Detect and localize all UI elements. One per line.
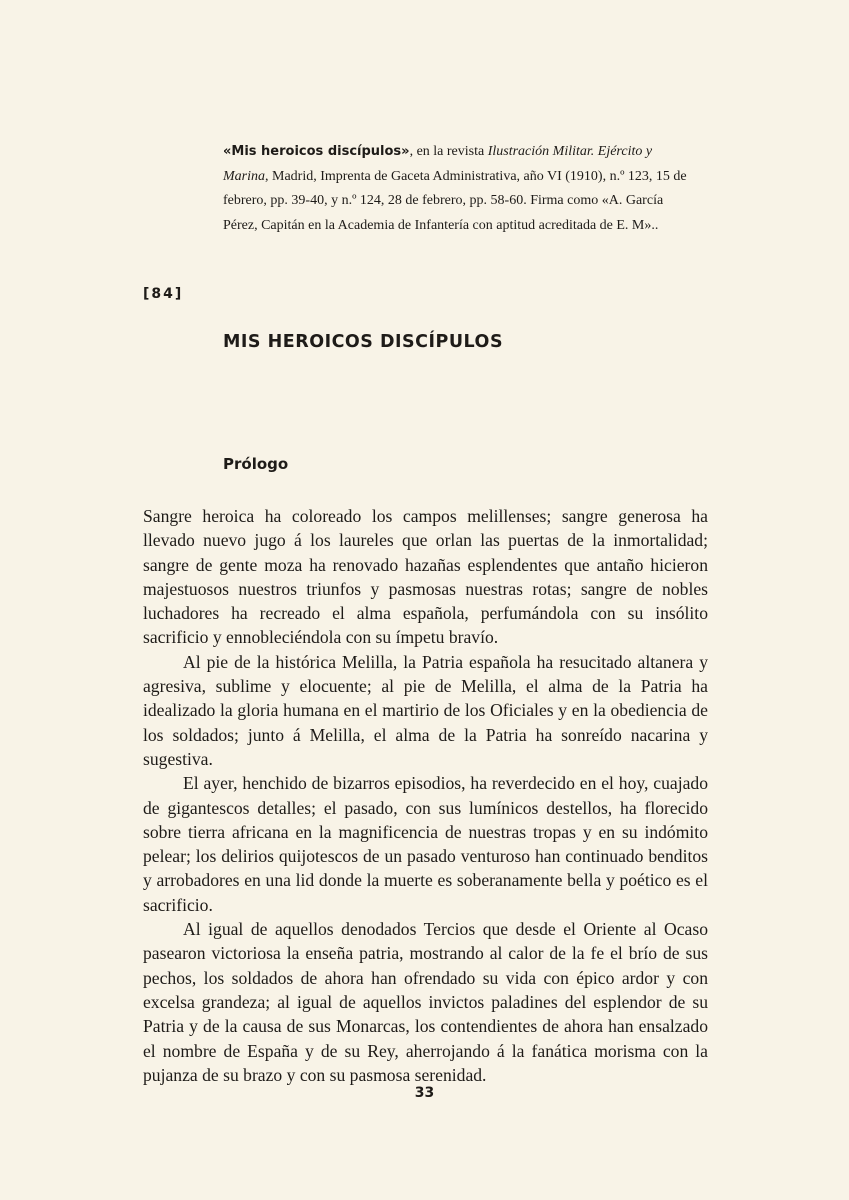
source-note-journal: Ilustración Militar. Ejército y Marina (223, 144, 653, 184)
paragraph: Al igual de aquellos denodados Tercios que desde el Oriente al Ocaso pasearon victoriosa la enseña patria, mostrando al calor de la fe el brío de sus pechos, los soldados de ahora han ofrendado su vida con épico ardor y con excelsa grandeza; al igual de aquellos invictos paladines del esplendor de su Patria y de la causa de sus Monarcas, los contendientes de ahora han ensalzado el nombre de España y de su Rey, aherrojando á la fanática morisma con la pujanza de su brazo y con su pasmosa serenidad. (143, 919, 708, 1085)
source-note-text-2: , Madrid, Imprenta de Gaceta Administrativa, año VI (1910), n.º 123, 15 de febrero, pp. 39-40, y n.º 124, 28 de febrero, pp. 58-60. Firma como «A. García Pérez, Capitán en la Academia de Infantería con aptitud acreditada de E. M».. (223, 168, 687, 233)
page-number: 33 (414, 1085, 435, 1101)
paragraph: El ayer, henchido de bizarros episodios, ha reverdecido en el hoy, cuajado de gigantescos detalles; el pasado, con sus lumínicos destellos, ha florecido sobre tierra africana en la magnificencia de nuestras tropas y en su indómito pelear; los delirios quijotescos de un pasado venturoso han continuado benditos y arrobadores en una lid donde la muerte es soberanamente bella y poético es el sacrificio. (143, 773, 708, 915)
page-title: MIS HEROICOS DISCÍPULOS (223, 332, 504, 352)
paragraph: Sangre heroica ha coloreado los campos melillenses; sangre generosa ha llevado nuevo jugo á los laureles que orlan las puertas de la inmortalidad; sangre de gente moza ha renovado hazañas esplendentes que antaño hicieron majestuosos nuestros triunfos y pasmosas nuestras rotas; sangre de nobles luchadores ha recreado el alma española, perfumándola con su insólito sacrificio y ennobleciéndola con su ímpetu bravío. (143, 506, 708, 648)
source-note-title: «Mis heroicos discípulos» (223, 144, 410, 159)
section-heading: Prólogo (223, 455, 289, 473)
paragraph: Al pie de la histórica Melilla, la Patria española ha resucitado altanera y agresiva, sublime y elocuente; al pie de Melilla, el alma de la Patria ha idealizado la gloria humana en el martirio de los Oficiales y en la obediencia de los soldados; junto á Melilla, el alma de la Patria ha sonreído nacarina y sugestiva. (143, 651, 708, 769)
source-note (223, 140, 693, 238)
document-number: [84] (143, 286, 184, 302)
body-text (143, 504, 708, 1087)
source-note-text-1: , en la revista (409, 144, 488, 159)
